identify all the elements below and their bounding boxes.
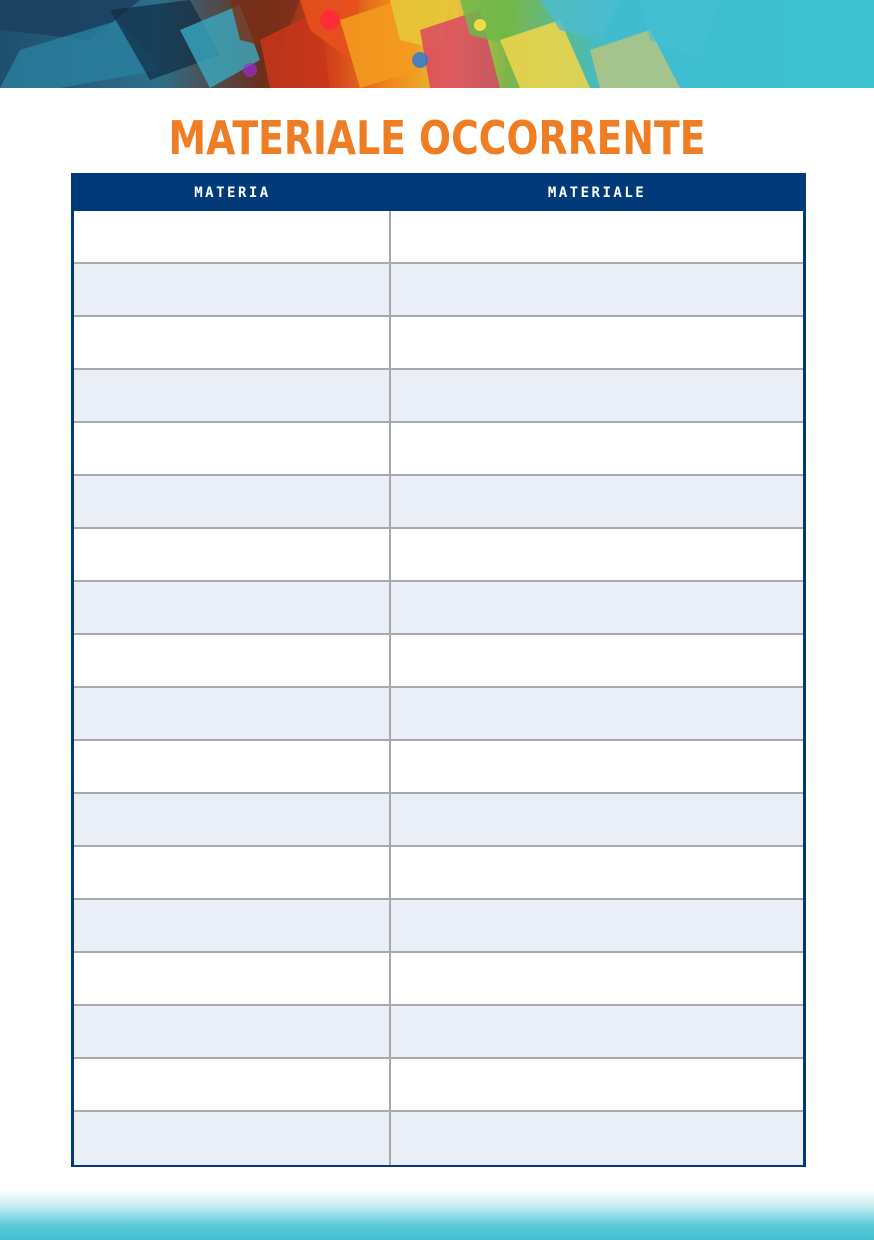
- materiale-cell[interactable]: [391, 423, 803, 474]
- materia-cell[interactable]: [74, 423, 391, 474]
- materia-cell[interactable]: [74, 1006, 391, 1057]
- materials-table: [71, 173, 806, 1167]
- header-materiale: MATERIALE: [547, 185, 647, 201]
- materiale-cell[interactable]: [391, 370, 803, 421]
- materia-cell[interactable]: [74, 264, 391, 315]
- top-banner-artwork: [0, 0, 874, 88]
- materia-cell[interactable]: [74, 476, 391, 527]
- table-row: [74, 794, 803, 847]
- materiale-cell[interactable]: [391, 476, 803, 527]
- materia-cell[interactable]: [74, 900, 391, 951]
- header-materia: MATERIA: [194, 185, 271, 201]
- materiale-cell[interactable]: [391, 582, 803, 633]
- table-row: [74, 900, 803, 953]
- table-row: [74, 741, 803, 794]
- table-row: [74, 1006, 803, 1059]
- materia-cell[interactable]: [74, 582, 391, 633]
- table-row: [74, 370, 803, 423]
- table-row: [74, 688, 803, 741]
- table-row: [74, 211, 803, 264]
- table-row: [74, 582, 803, 635]
- materiale-cell[interactable]: [391, 264, 803, 315]
- materiale-cell[interactable]: [391, 900, 803, 951]
- table-row: [74, 1112, 803, 1165]
- materia-cell[interactable]: [74, 953, 391, 1004]
- materia-cell[interactable]: [74, 529, 391, 580]
- materia-cell[interactable]: [74, 317, 391, 368]
- materia-cell[interactable]: [74, 794, 391, 845]
- materiale-cell[interactable]: [391, 1059, 803, 1110]
- table-row: [74, 423, 803, 476]
- table-row: [74, 476, 803, 529]
- table-row: [74, 953, 803, 1006]
- table-row: [74, 317, 803, 370]
- materia-cell[interactable]: [74, 847, 391, 898]
- materia-cell[interactable]: [74, 370, 391, 421]
- materia-cell[interactable]: [74, 1059, 391, 1110]
- materiale-cell[interactable]: [391, 847, 803, 898]
- materia-cell[interactable]: [74, 1112, 391, 1165]
- materiale-cell[interactable]: [391, 688, 803, 739]
- bottom-band: [0, 1190, 874, 1240]
- table-row: [74, 1059, 803, 1112]
- table-row: [74, 264, 803, 317]
- materiale-cell[interactable]: [391, 1112, 803, 1165]
- materiale-cell[interactable]: [391, 1006, 803, 1057]
- materiale-cell[interactable]: [391, 794, 803, 845]
- page-title: MATERIALE OCCORRENTE: [168, 111, 706, 165]
- materia-cell[interactable]: [74, 741, 391, 792]
- materiale-cell[interactable]: [391, 635, 803, 686]
- materiale-cell[interactable]: [391, 211, 803, 262]
- materia-cell[interactable]: [74, 688, 391, 739]
- table-body: [74, 211, 803, 1165]
- materia-cell[interactable]: [74, 211, 391, 262]
- materiale-cell[interactable]: [391, 953, 803, 1004]
- materia-cell[interactable]: [74, 635, 391, 686]
- table-row: [74, 635, 803, 688]
- materiale-cell[interactable]: [391, 741, 803, 792]
- table-header: [74, 176, 803, 211]
- paint-splash-icon: [0, 0, 874, 88]
- materiale-cell[interactable]: [391, 529, 803, 580]
- materiale-cell[interactable]: [391, 317, 803, 368]
- table-row: [74, 847, 803, 900]
- table-row: [74, 529, 803, 582]
